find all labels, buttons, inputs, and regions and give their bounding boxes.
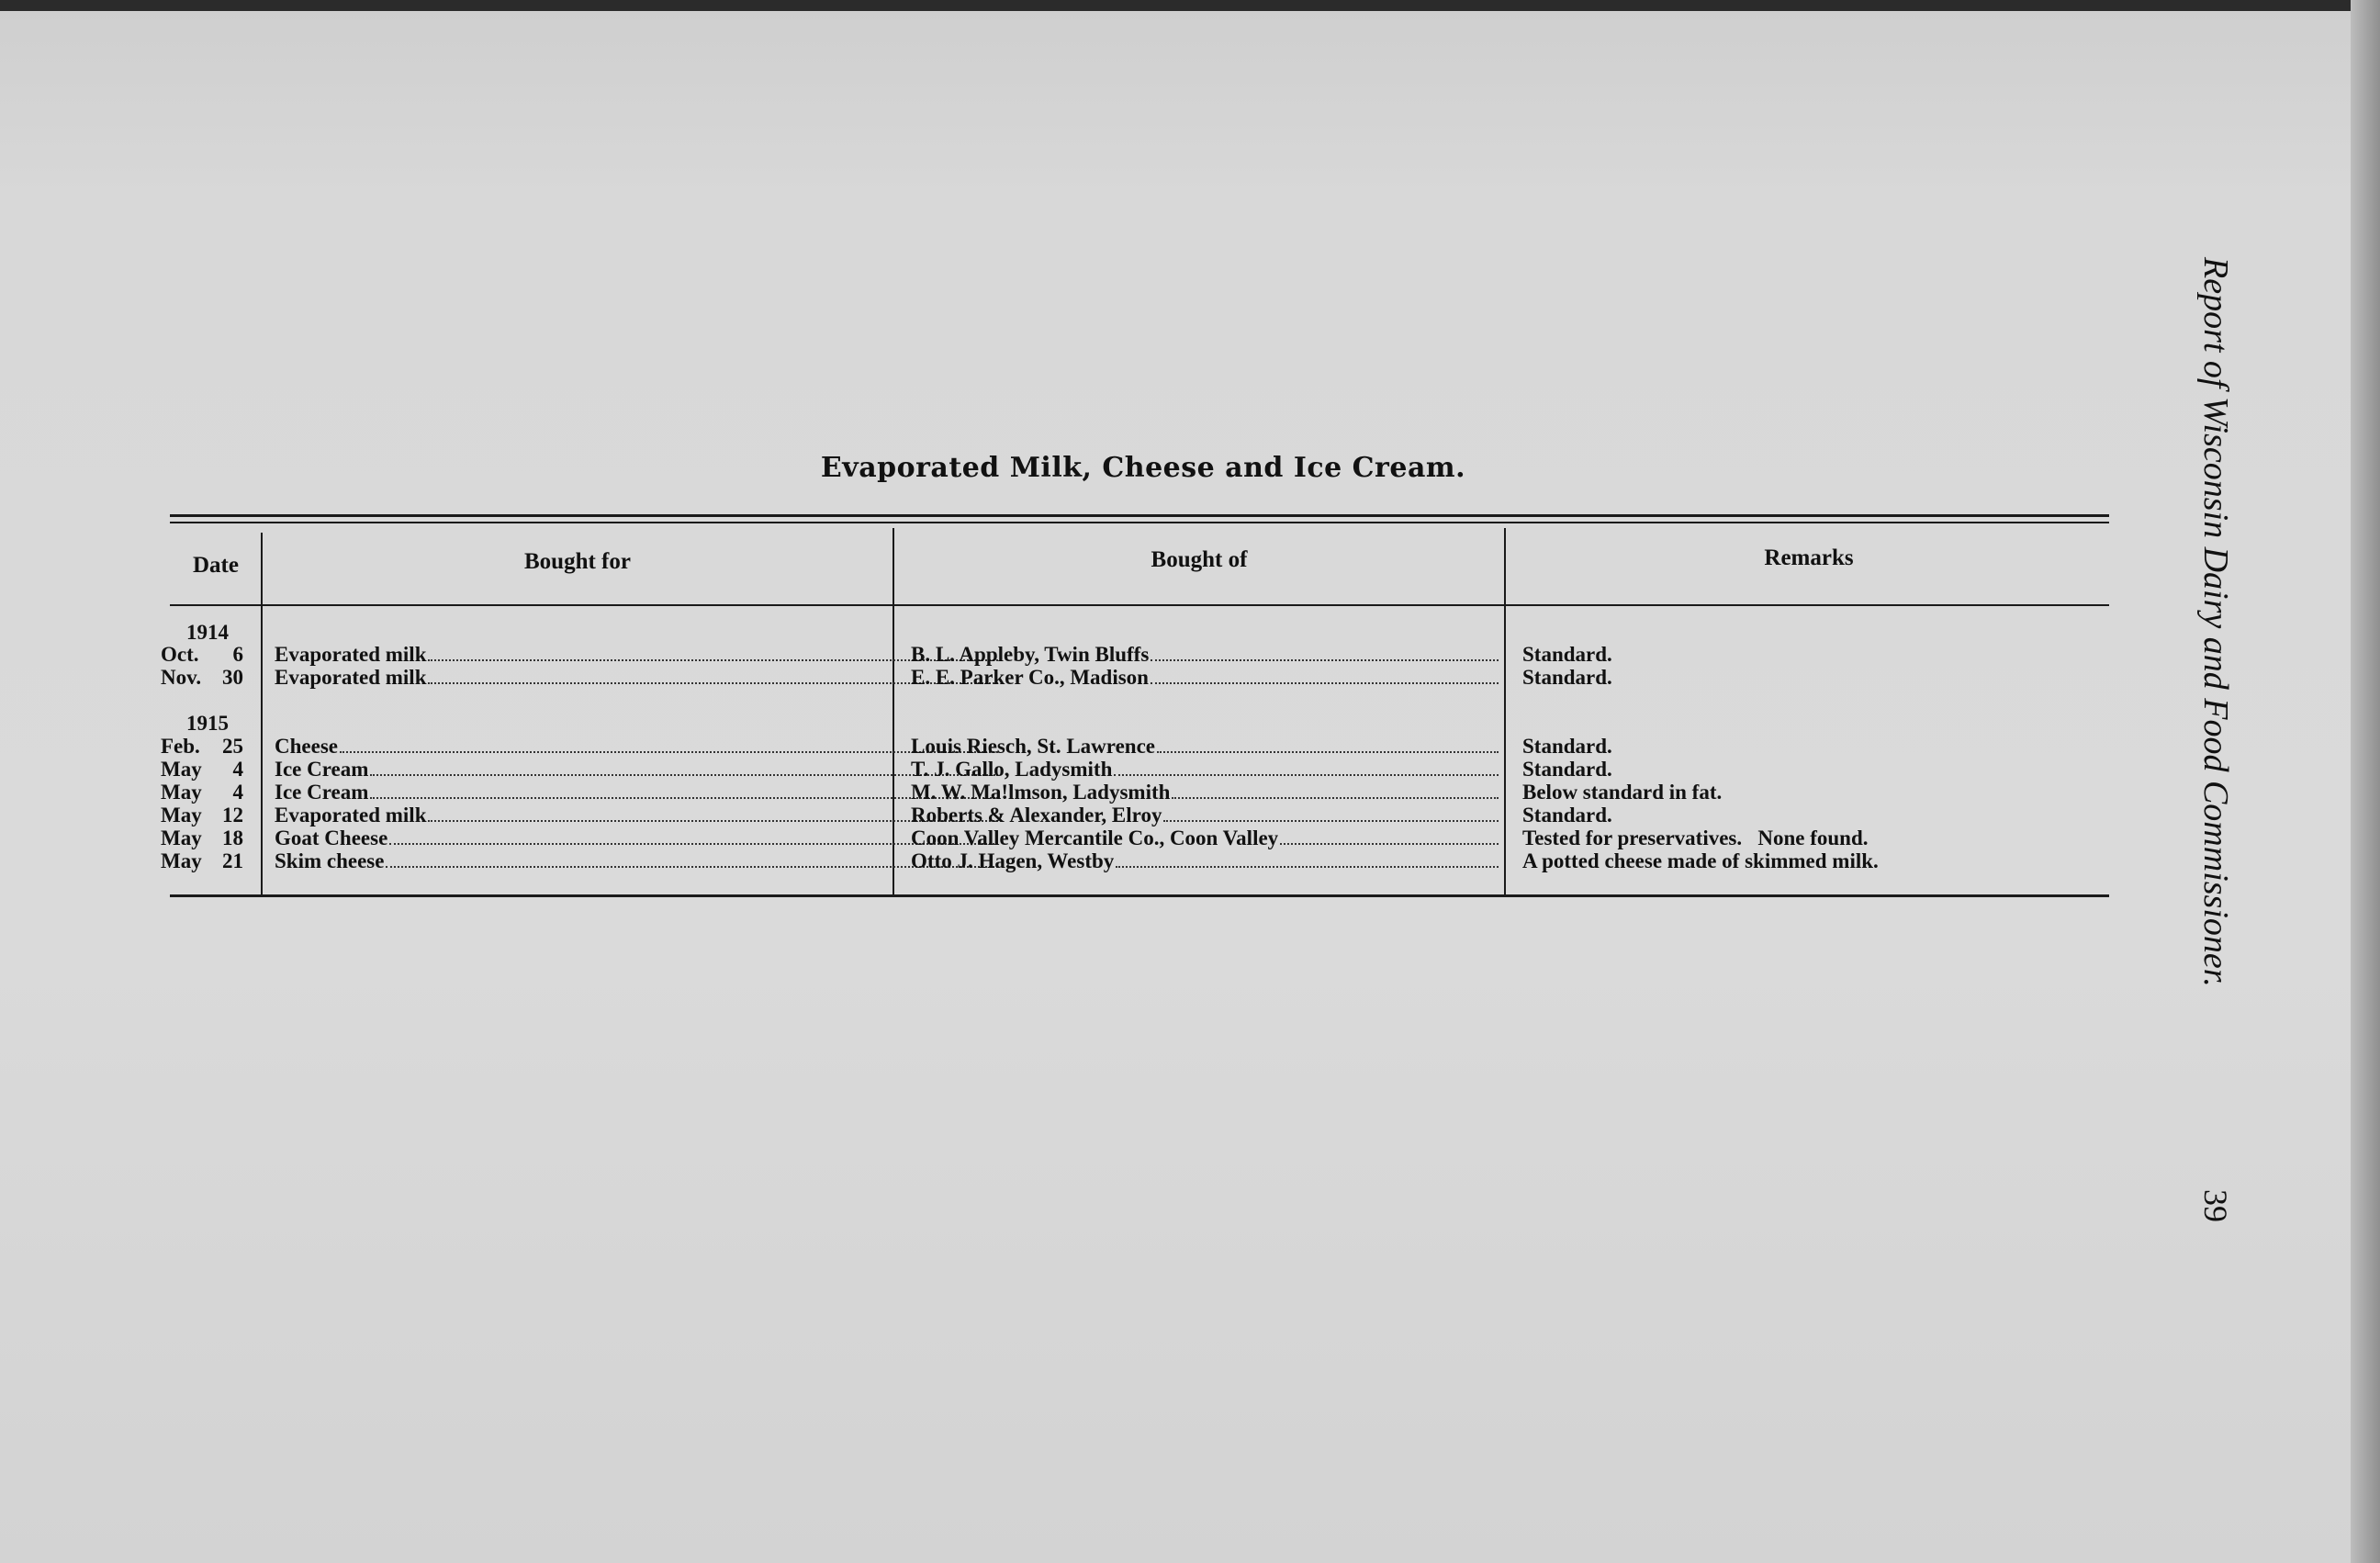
date-cell: May 21 xyxy=(161,849,243,872)
bought-of-cell: Roberts & Alexander, Elroy xyxy=(911,804,1499,826)
remarks-cell: Tested for preservatives. None found. xyxy=(1522,826,1869,849)
column-header-bought-for: Bought for xyxy=(524,549,631,574)
table-row xyxy=(161,735,2126,758)
date-cell: Nov. 30 xyxy=(161,666,243,689)
page-number-text: 39 xyxy=(2197,1189,2234,1222)
table-row xyxy=(161,804,2126,826)
top-double-rule-2 xyxy=(170,522,2109,523)
bought-for-cell: Goat Cheese xyxy=(275,826,998,849)
table-row xyxy=(161,666,2126,689)
date-cell: Feb. 25 xyxy=(161,735,243,758)
remarks-cell: Standard. xyxy=(1522,804,1612,826)
bottom-rule xyxy=(170,894,2109,897)
column-header-bought-of: Bought of xyxy=(1151,547,1248,572)
table-row xyxy=(161,643,2126,666)
table-row xyxy=(161,826,2126,849)
scan-top-edge xyxy=(0,0,2380,11)
date-cell: May 12 xyxy=(161,804,243,826)
table-title: Evaporated Milk, Cheese and Ice Cream. xyxy=(820,452,1466,484)
remarks-cell: Standard. xyxy=(1522,758,1612,781)
table-row xyxy=(161,781,2126,804)
column-header-date: Date xyxy=(193,553,239,578)
remarks-cell: Below standard in fat. xyxy=(1522,781,1723,804)
remarks-cell: Standard. xyxy=(1522,643,1612,666)
bought-for-cell: Cheese xyxy=(275,735,998,758)
bought-of-cell: E. E. Parker Co., Madison xyxy=(911,666,1499,689)
bought-for-cell: Ice Cream xyxy=(275,758,998,781)
bought-of-cell: Coon Valley Mercantile Co., Coon Valley xyxy=(911,826,1499,849)
year-label: 1914 xyxy=(186,621,229,644)
table-row xyxy=(161,849,2126,872)
running-head-text: Report of Wisconsin Dairy and Food Commissioner. xyxy=(2196,257,2235,987)
bought-for-cell: Evaporated milk xyxy=(275,804,998,826)
page-number xyxy=(2193,1189,2239,1235)
header-bottom-rule xyxy=(170,604,2109,606)
bought-for-cell: Evaporated milk xyxy=(275,643,998,666)
bought-for-cell: Skim cheese xyxy=(275,849,998,872)
year-label: 1915 xyxy=(186,712,229,735)
table-row xyxy=(161,758,2126,781)
date-cell: Oct. 6 xyxy=(161,643,243,666)
bought-of-cell: T. J. Gallo, Ladysmith xyxy=(911,758,1499,781)
top-double-rule xyxy=(170,514,2109,517)
bought-for-cell: Evaporated milk xyxy=(275,666,998,689)
remarks-cell: Standard. xyxy=(1522,666,1612,689)
remarks-cell: Standard. xyxy=(1522,735,1612,758)
column-header-remarks: Remarks xyxy=(1764,545,1854,570)
bought-for-cell: Ice Cream xyxy=(275,781,998,804)
date-cell: May 4 xyxy=(161,758,243,781)
remarks-cell: A potted cheese made of skimmed milk. xyxy=(1522,849,1879,872)
bought-of-cell: Louis Riesch, St. Lawrence xyxy=(911,735,1499,758)
date-cell: May 18 xyxy=(161,826,243,849)
bought-of-cell: Otto J. Hagen, Westby xyxy=(911,849,1499,872)
scan-right-edge xyxy=(2351,0,2380,1563)
date-cell: May 4 xyxy=(161,781,243,804)
bought-of-cell: M. W. Ma!lmson, Ladysmith xyxy=(911,781,1499,804)
running-head xyxy=(2193,257,2239,1130)
bought-of-cell: B. L. Appleby, Twin Bluffs xyxy=(911,643,1499,666)
